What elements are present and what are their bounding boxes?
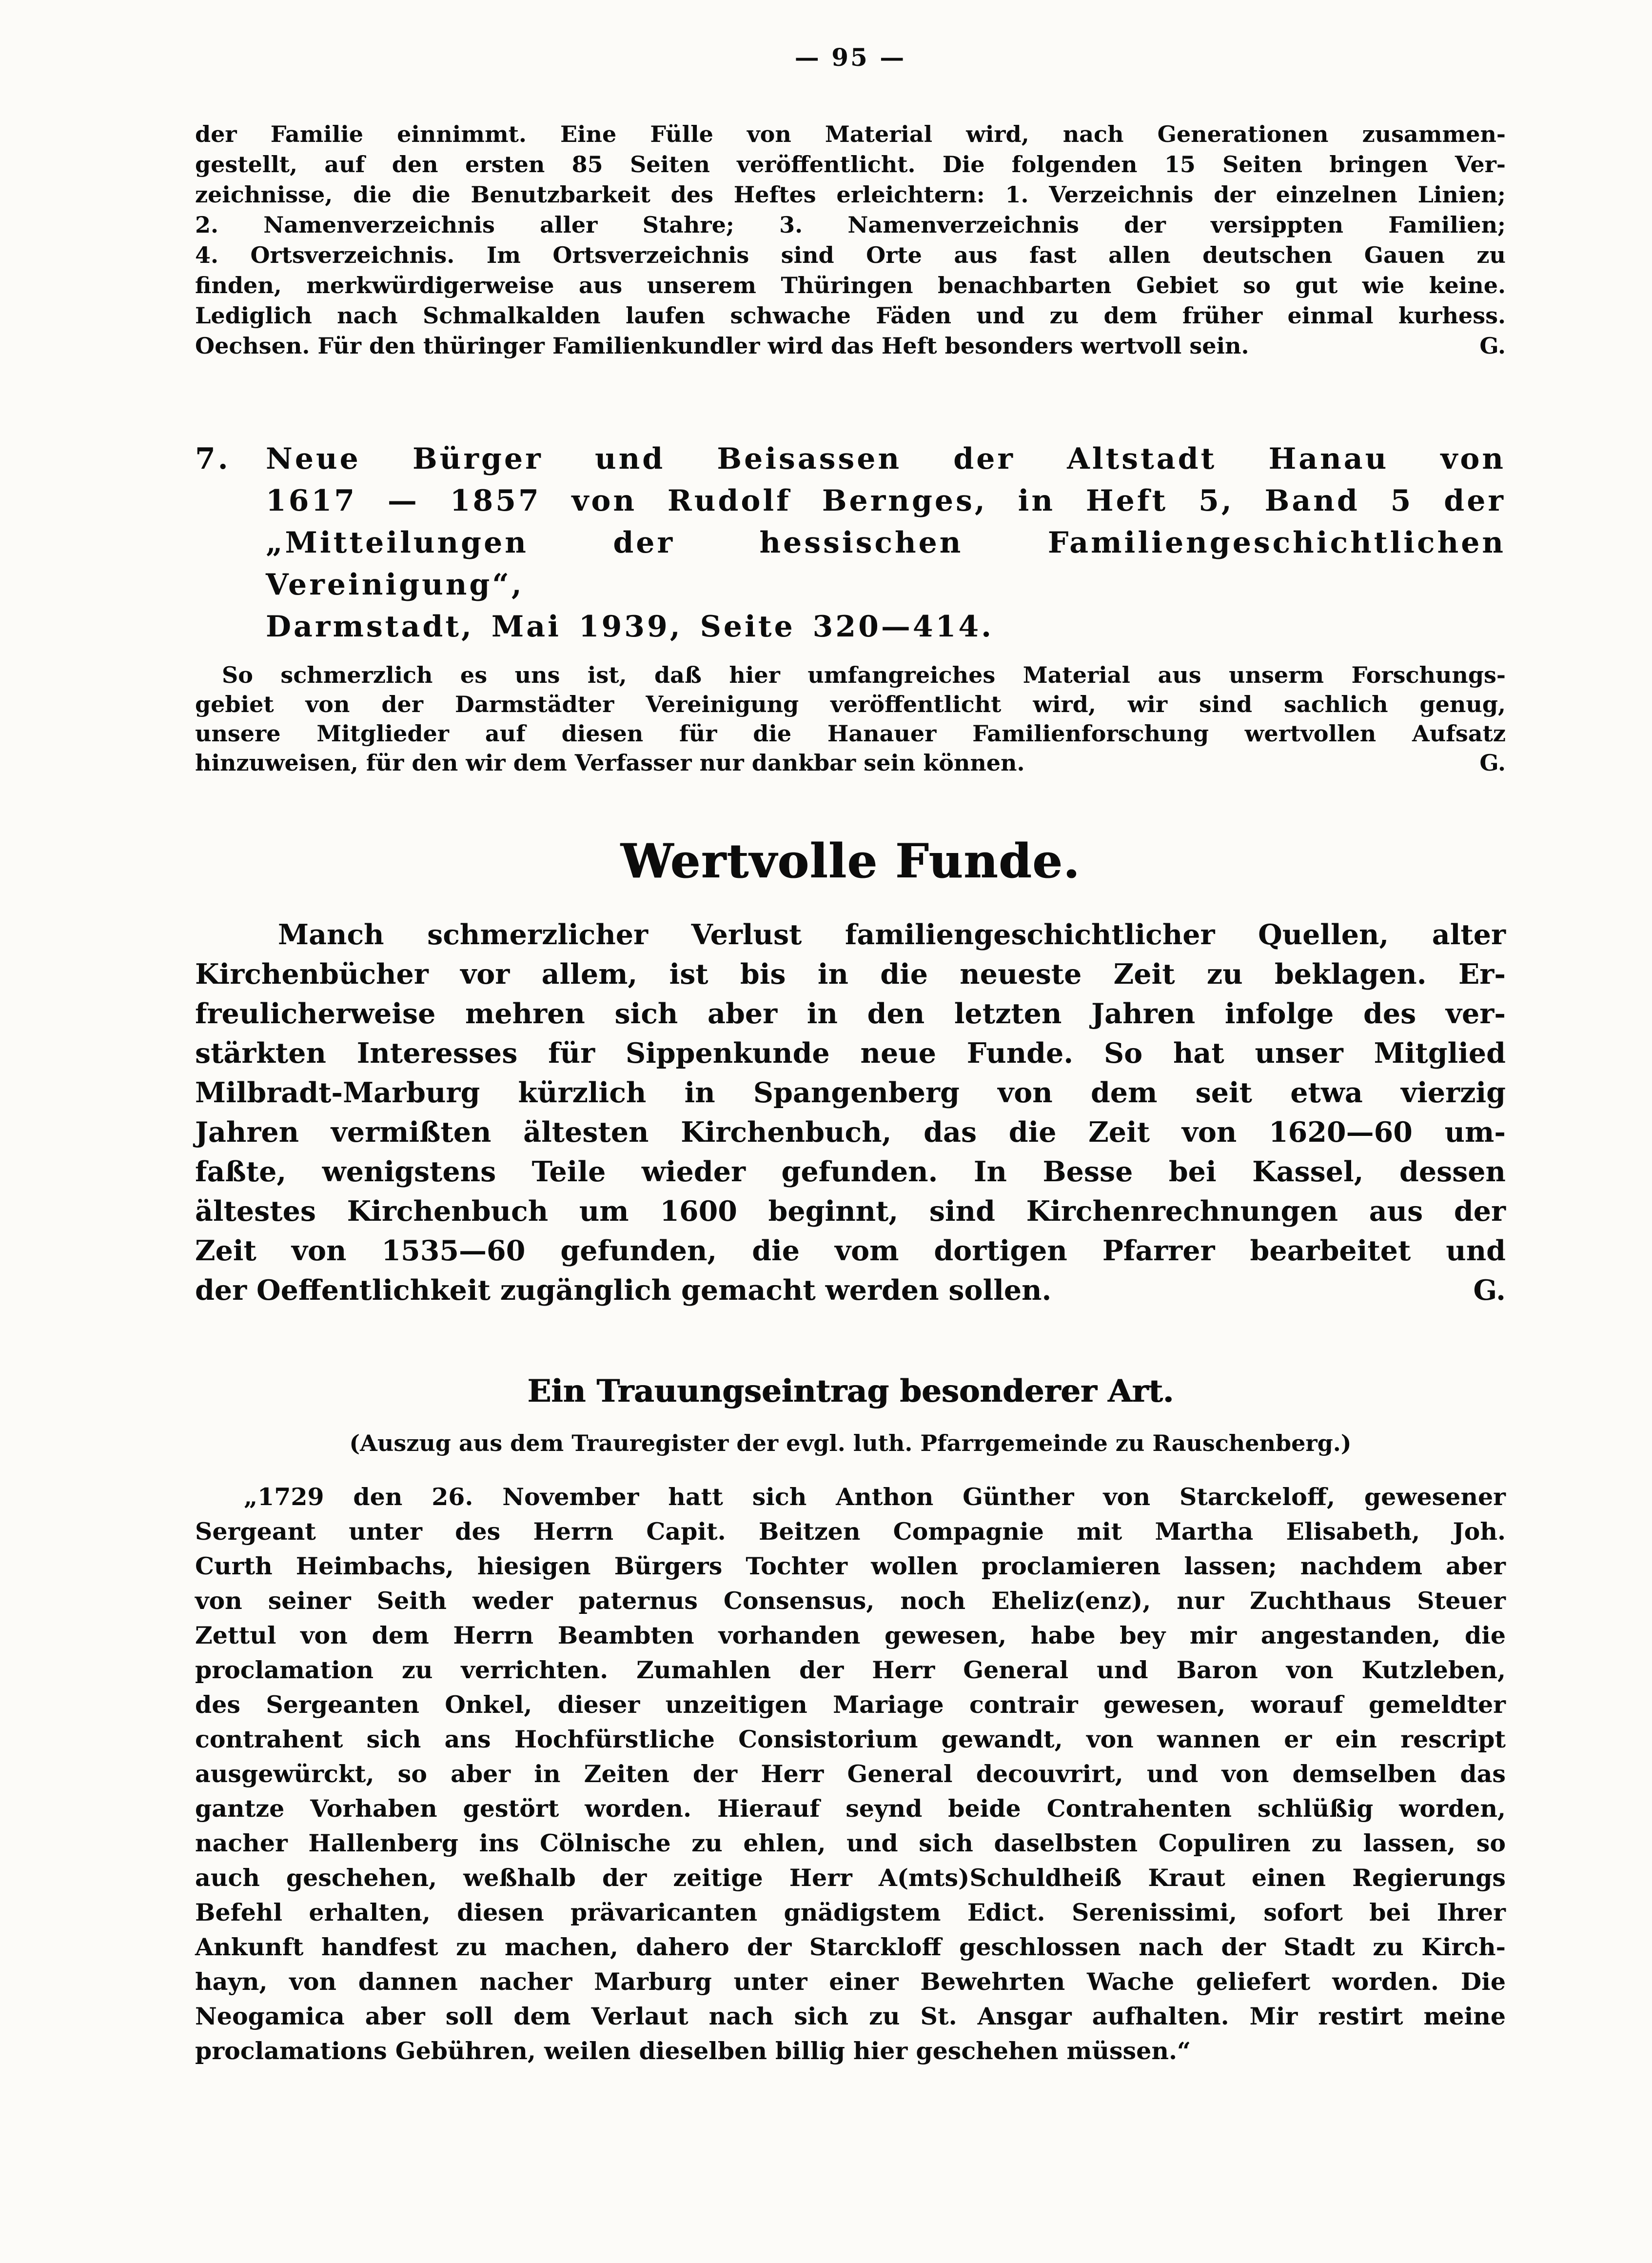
text-line: Curth Heimbachs, hiesigen Bürgers Tochter wollen proclamieren lassen; nachdem aber (195, 1552, 1506, 1580)
text-line: ausgewürckt, so aber in Zeiten der Herr General decouvrirt, und von demselben das (195, 1760, 1506, 1788)
text-line: gestellt, auf den ersten 85 Seiten veröffentlicht. Die folgenden 15 Seiten bringen Ver- (195, 151, 1506, 178)
text-line: „Mitteilungen der hessischen Familiengeschichtlichen Vereinigung“, (266, 526, 1506, 602)
text-line: 1617 — 1857 von Rudolf Bernges, in Heft 5, Band 5 der (266, 484, 1506, 518)
text-line: unsere Mitglieder auf diesen für die Hanauer Familienforschung wertvollen Aufsatz (195, 720, 1506, 747)
text-line: Zettul von dem Herrn Beambten vorhanden gewesen, habe bey mir angestanden, die (195, 1621, 1506, 1649)
text-line: des Sergeanten Onkel, dieser unzeitigen Mariage contrair gewesen, worauf gemeldter (195, 1690, 1506, 1719)
text-line: auch geschehen, weßhalb der zeitige Herr A(mts)Schuldheiß Kraut einen Regierungs (195, 1864, 1506, 1892)
trauungseintrag-text (195, 1480, 1506, 2068)
item-number: 7. (195, 442, 231, 476)
trauungseintrag-subtitle: (Auszug aus dem Trauregister der evgl. luth. Pfarrgemeinde zu Rauschenberg.) (349, 1430, 1352, 1456)
text-line: Darmstadt, Mai 1939, Seite 320—414. (266, 610, 994, 644)
text-line: „1729 den 26. November hatt sich Anthon Günther von Starckeloff, gewesener (244, 1483, 1506, 1511)
last-line-text: proclamations Gebühren, weilen dieselben billig hier geschehen müssen.“ (195, 2037, 1191, 2065)
review-note-continuation (195, 119, 1506, 361)
text-line: Neogamica aber soll dem Verlaut nach sich zu St. Ansgar aufhalten. Mir restirt meine (195, 2002, 1506, 2030)
text-line: gebiet von der Darmstädter Vereinigung veröffentlicht wird, wir sind sachlich genug, (195, 691, 1506, 717)
reviewer-initial: G. (1479, 750, 1506, 776)
paragraph-lines (195, 660, 1506, 748)
text-line: Kirchenbücher vor allem, ist bis in die neueste Zeit zu beklagen. Er- (195, 958, 1506, 991)
text-line: faßte, wenigstens Teile wieder gefunden. In Besse bei Kassel, dessen (195, 1155, 1506, 1188)
paragraph-lines (195, 1480, 1506, 2034)
text-line: Sergeant unter des Herrn Capit. Beitzen Compagnie mit Martha Elisabeth, Joh. (195, 1517, 1506, 1546)
text-line: Jahren vermißten ältesten Kirchenbuch, das die Zeit von 1620—60 um- (195, 1116, 1506, 1149)
text-line: contrahent sich ans Hochfürstliche Consistorium gewandt, von wannen er ein rescript (195, 1725, 1506, 1753)
review-item-7-heading (195, 438, 1506, 648)
section-heading-trauungseintrag: Ein Trauungseintrag besonderer Art. (527, 1373, 1174, 1409)
page-number: — 95 — (794, 43, 906, 72)
title-lines (266, 438, 1506, 606)
text-line: der Familie einnimmt. Eine Fülle von Material wird, nach Generationen zusammen- (195, 121, 1506, 147)
text-line: von seiner Seith weder paternus Consensus, noch Eheliz(enz), nur Zuchthaus Steuer (195, 1587, 1506, 1615)
text-line: finden, merkwürdigerweise aus unserem Thüringen benachbarten Gebiet so gut wie keine. (195, 272, 1506, 298)
last-line-text: hinzuweisen, für den wir dem Verfasser nur dankbar sein können. (195, 750, 1025, 776)
text-line: So schmerzlich es uns ist, daß hier umfangreiches Material aus unserm Forschungs- (222, 662, 1506, 688)
text-line: stärkten Interesses für Sippenkunde neue Funde. So hat unser Mitglied (195, 1037, 1506, 1070)
last-line-text: der Oeffentlichkeit zugänglich gemacht werden sollen. (195, 1274, 1052, 1307)
text-line: gantze Vorhaben gestört worden. Hierauf seynd beide Contrahenten schlüßig worden, (195, 1794, 1506, 1823)
signature-line (195, 1270, 1506, 1310)
reviewer-initial: G. (1479, 333, 1506, 359)
text-line: 4. Ortsverzeichnis. Im Ortsverzeichnis sind Orte aus fast allen deutschen Gauen zu (195, 242, 1506, 268)
text-line: Neue Bürger und Beisassen der Altstadt Hanau von (266, 442, 1506, 476)
signature-line (195, 748, 1506, 777)
text-line: 2. Namenverzeichnis aller Stahre; 3. Namenverzeichnis der versippten Familien; (195, 212, 1506, 238)
paragraph-lines (195, 915, 1506, 1270)
section-heading-wertvolle-funde: Wertvolle Funde. (620, 834, 1081, 889)
review-item-7-comment (195, 660, 1506, 777)
text-line: freulicherweise mehren sich aber in den letzten Jahren infolge des ver- (195, 997, 1506, 1030)
text-line: Befehl erhalten, diesen prävaricanten gnädigstem Edict. Serenissimi, sofort bei Ihrer (195, 1898, 1506, 1926)
text-line: Milbradt-Marburg kürzlich in Spangenberg von dem seit etwa vierzig (195, 1076, 1506, 1109)
text-line: Lediglich nach Schmalkalden laufen schwache Fäden und zu dem früher einmal kurhess. (195, 302, 1506, 329)
reviewer-initial: G. (1473, 1274, 1506, 1307)
text-line: hayn, von dannen nacher Marburg unter einer Bewehrten Wache geliefert worden. Die (195, 1967, 1506, 1996)
text-line: Ankunft handfest zu machen, dahero der Starckloff geschlossen nach der Stadt zu Kirch- (195, 1933, 1506, 1961)
last-line-text: Oechsen. Für den thüringer Familienkundler wird das Heft besonders wertvoll sein. (195, 333, 1249, 359)
text-line: Manch schmerzlicher Verlust familiengeschichtlicher Quellen, alter (278, 918, 1506, 951)
wertvolle-funde-paragraph (195, 915, 1506, 1310)
text-line: proclamation zu verrichten. Zumahlen der Herr General und Baron von Kutzleben, (195, 1656, 1506, 1684)
text-line: zeichnisse, die die Benutzbarkeit des Heftes erleichtern: 1. Verzeichnis der einzelnen Linien; (195, 181, 1506, 208)
text-line: ältestes Kirchenbuch um 1600 beginnt, sind Kirchenrechnungen aus der (195, 1195, 1506, 1228)
signature-line (195, 331, 1506, 361)
text-line: Zeit von 1535—60 gefunden, die vom dortigen Pfarrer bearbeitet und (195, 1234, 1506, 1267)
paragraph-lines (195, 119, 1506, 331)
item-title (266, 438, 1506, 648)
text-line: nacher Hallenberg ins Cölnische zu ehlen, und sich daselbsten Copuliren zu lassen, so (195, 1829, 1506, 1857)
